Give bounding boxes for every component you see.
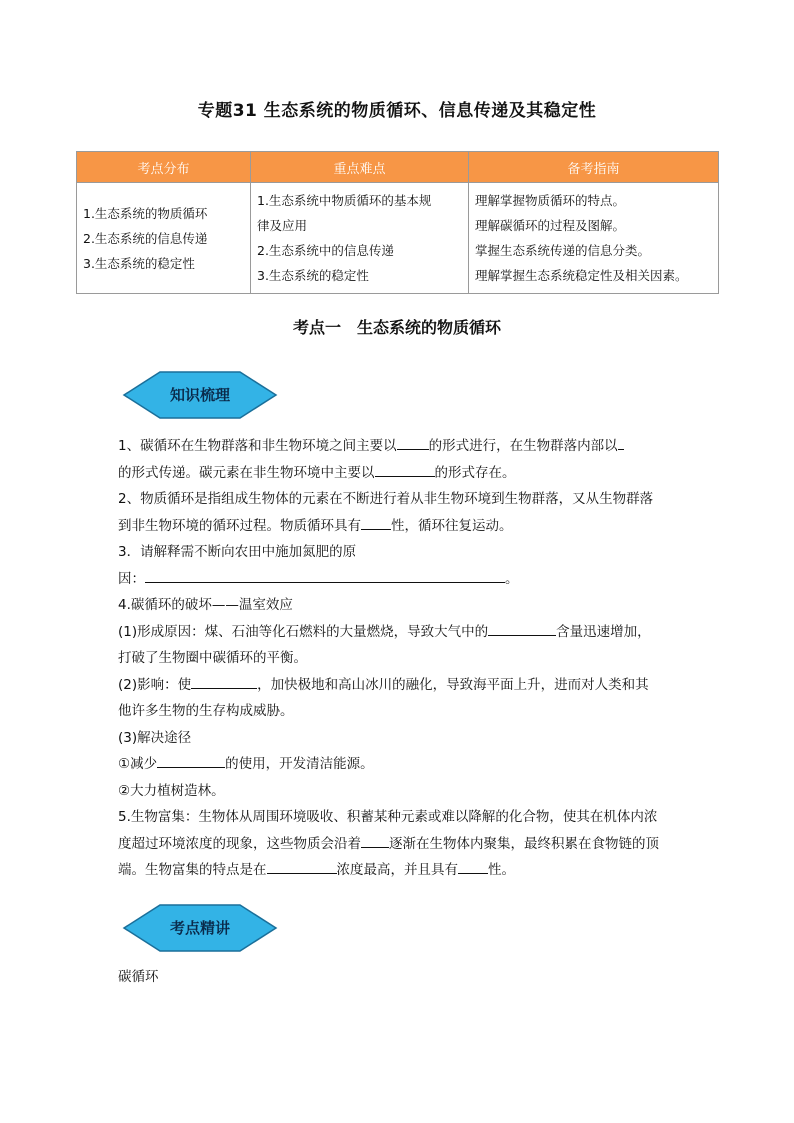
list-item: 2.生态系统中的信息传递 — [257, 243, 394, 258]
paragraph: ①减少 的使用，开发清洁能源。 — [118, 751, 678, 778]
cell-exam-points — [77, 183, 251, 294]
badge-label: 知识梳理 — [169, 386, 230, 404]
table-header-row — [77, 152, 719, 183]
cell-key-difficulties — [251, 183, 469, 294]
paragraph: (2)影响：使 ，加快极地和高山冰川的融化，导致海平面上升，进而对人类和其 — [118, 672, 678, 699]
paragraph: ②大力植树造林。 — [118, 782, 225, 799]
list-item: 掌握生态系统传递的信息分类。 — [475, 243, 651, 258]
paragraph: 打破了生物圈中碳循环的平衡。 — [118, 650, 307, 666]
list-item: 理解碳循环的过程及图解。 — [475, 218, 626, 233]
carbon-cycle-label: 碳循环 — [118, 969, 159, 985]
key-points-badge — [122, 903, 278, 953]
badge-label: 考点精讲 — [169, 919, 230, 937]
list-item: 3.生态系统的稳定性 — [83, 255, 195, 271]
paragraph: 端。生物富集的特点是在 浓度最高，并且具有 性。 — [118, 857, 678, 884]
list-item: 2.生态系统的信息传递 — [83, 230, 208, 246]
paragraph: 4.碳循环的破坏——温室效应 — [118, 597, 293, 613]
list-item: 3.生态系统的稳定性 — [257, 268, 369, 283]
paragraph: 因： 。 — [118, 566, 678, 593]
header-study-guide: 备考指南 — [469, 152, 719, 183]
section-title: 考点一 生态系统的物质循环 — [292, 318, 501, 337]
list-item: 1.生态系统的物质循环 — [83, 205, 208, 221]
paragraph: 3．请解释需不断向农田中施加氮肥的原 — [118, 544, 357, 560]
paragraph: 2、物质循环是指组成生物体的元素在不断进行着从非生物环境到生物群落，又从生物群落 — [118, 491, 654, 507]
paragraph: 他许多生物的生存构成威胁。 — [118, 703, 294, 719]
header-key-difficulties: 重点难点 — [251, 152, 469, 183]
overview-table — [76, 151, 719, 294]
knowledge-content — [118, 433, 678, 884]
paragraph: 5.生物富集：生物体从周围环境吸收、积蓄某种元素或难以降解的化合物，使其在机体内浓 — [118, 809, 658, 825]
page-title: 专题31 生态系统的物质循环、信息传递及其稳定性 — [197, 101, 597, 121]
paragraph: 的形式传递。碳元素在非生物环境中主要以 的形式存在。 — [118, 460, 678, 487]
list-item: 理解掌握生态系统稳定性及相关因素。 — [475, 268, 688, 283]
paragraph: 到非生物环境的循环过程。物质循环具有 性，循环往复运动。 — [118, 513, 678, 540]
paragraph: 度超过环境浓度的现象，这些物质会沿着 逐渐在生物体内聚集，最终积累在食物链的顶 — [118, 831, 678, 858]
cell-study-guide — [469, 183, 719, 294]
table-row — [77, 183, 719, 294]
header-exam-points: 考点分布 — [77, 152, 251, 183]
list-item: 律及应用 — [257, 218, 308, 233]
list-item: 1.生态系统中物质循环的基本规 — [257, 193, 432, 208]
paragraph: 1、碳循环在生物群落和非生物环境之间主要以 的形式进行，在生物群落内部以 — [118, 433, 678, 460]
knowledge-review-badge — [122, 370, 278, 420]
paragraph: (1)形成原因：煤、石油等化石燃料的大量燃烧，导致大气中的 含量迅速增加， — [118, 619, 678, 646]
list-item: 理解掌握物质循环的特点。 — [475, 193, 626, 208]
paragraph: (3)解决途径 — [118, 729, 192, 746]
